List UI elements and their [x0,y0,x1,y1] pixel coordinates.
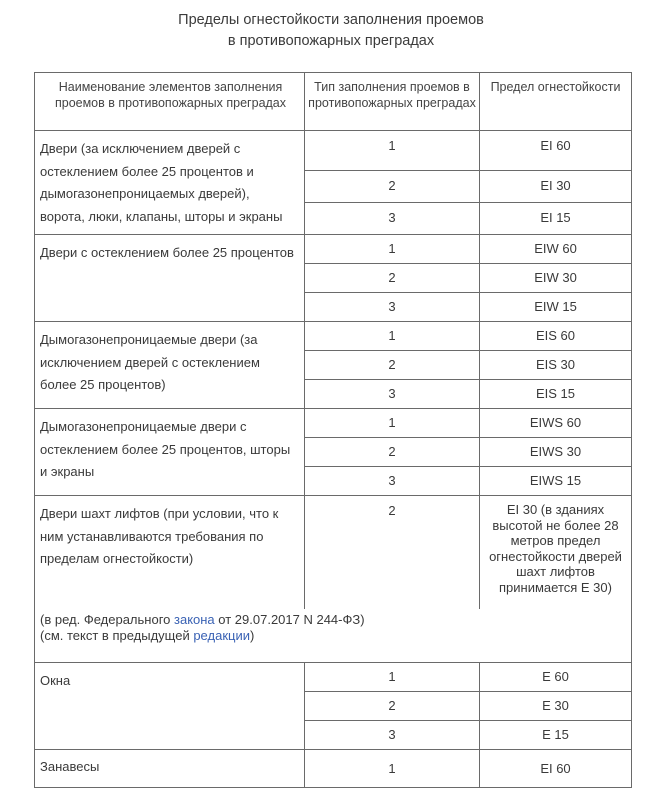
type-cell: 1 [305,131,480,171]
limit-cell: EIW 15 [480,293,632,322]
header-fill-type: Тип заполнения проемов в противопожарных преградах [305,73,480,131]
type-cell: 2 [305,264,480,293]
note-text: ) [249,628,255,643]
table-row [35,235,632,264]
type-cell: 3 [305,202,480,234]
limit-cell: EIS 15 [480,380,632,409]
title-line-2: в противопожарных преградах [227,33,435,49]
element-name-cell: Дымогазонепроницаемые двери с остеклением более 25 процентов, шторы и экраны [35,409,305,496]
limit-cell: EI 60 [480,131,632,171]
page-title [0,10,662,52]
limit-cell: E 60 [480,663,632,692]
limit-cell: E 30 [480,692,632,721]
table-row [35,750,632,788]
type-cell: 1 [305,750,480,788]
type-cell: 1 [305,322,480,351]
note-text: (в ред. Федерального [40,612,174,627]
element-name-cell: Двери шахт лифтов (при условии, что к ним устанавливаются требования по пределам огнестойкости) [35,496,305,610]
element-name-cell: Окна [35,663,305,750]
table-row [35,131,632,171]
table-row [35,409,632,438]
limit-cell: EI 30 (в зданиях высотой не более 28 метров предел огнестойкости дверей шахт лифтов принимается E 30) [480,496,632,610]
table-row [35,322,632,351]
type-cell: 2 [305,351,480,380]
note-text: от 29.07.2017 N 244-ФЗ) [214,612,365,627]
type-cell: 3 [305,380,480,409]
element-name-cell: Дымогазонепроницаемые двери (за исключением дверей с остеклением более 25 процентов) [35,322,305,409]
amendment-note-line-2 [40,628,626,644]
previous-edition-link[interactable]: редакции [193,628,250,643]
law-link[interactable]: закона [174,612,215,627]
type-cell: 3 [305,721,480,750]
type-cell: 2 [305,692,480,721]
header-element-name: Наименование элементов заполнения проемов в противопожарных преградах [35,73,305,131]
limit-cell: EI 30 [480,170,632,202]
limit-cell: EI 15 [480,202,632,234]
amendment-note-row [35,609,632,663]
limit-cell: EIWS 60 [480,409,632,438]
title-line-1: Пределы огнестойкости заполнения проемов [178,12,484,28]
limit-cell: EIWS 15 [480,467,632,496]
type-cell: 2 [305,496,480,610]
element-name-cell: Занавесы [35,750,305,788]
limit-cell: EI 60 [480,750,632,788]
table-row [35,496,632,610]
limit-cell: EIWS 30 [480,438,632,467]
amendment-note [35,609,632,663]
element-name-cell: Двери с остеклением более 25 процентов [35,235,305,322]
note-text: (см. текст в предыдущей [40,628,194,643]
type-cell: 2 [305,170,480,202]
type-cell: 1 [305,235,480,264]
limit-cell: EIW 30 [480,264,632,293]
type-cell: 1 [305,663,480,692]
limit-cell: E 15 [480,721,632,750]
limit-cell: EIW 60 [480,235,632,264]
type-cell: 1 [305,409,480,438]
table-row [35,663,632,692]
amendment-note-line-1 [40,612,626,628]
header-row [35,73,632,131]
limit-cell: EIS 60 [480,322,632,351]
limit-cell: EIS 30 [480,351,632,380]
type-cell: 3 [305,293,480,322]
element-name-cell: Двери (за исключением дверей с остеклением более 25 процентов и дымогазонепроницаемых дверей), ворота, люки, клапаны, шторы и экраны [35,131,305,235]
fire-resistance-table [34,72,632,788]
type-cell: 2 [305,438,480,467]
header-fire-limit: Предел огнестойкости [480,73,632,131]
type-cell: 3 [305,467,480,496]
